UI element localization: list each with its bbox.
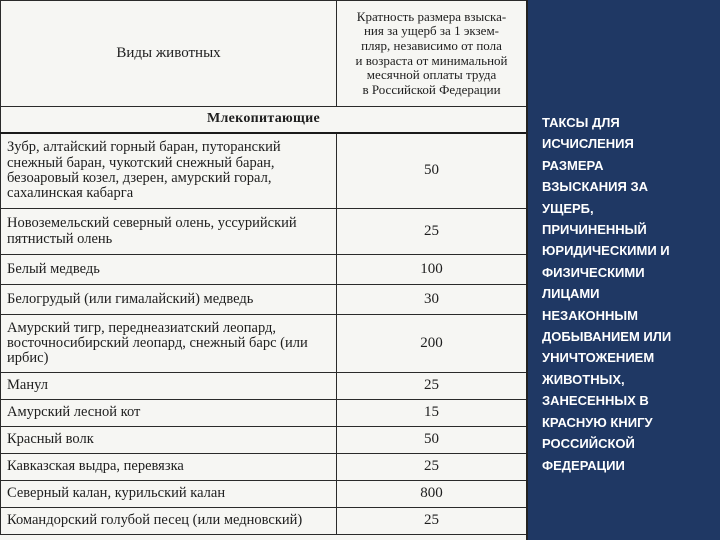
animal-cell: Амурский тигр, переднеазиатский леопард, восточносибирский леопард, снежный барс (или ирбис): [1, 315, 337, 373]
table-row: [1, 133, 527, 209]
animal-cell: Северный калан, курильский калан: [1, 481, 337, 508]
slide-title: ТАКСЫ ДЛЯ ИСЧИСЛЕНИЯ РАЗМЕРА ВЗЫСКАНИЯ ЗА УЩЕРБ, ПРИЧИНЕННЫЙ ЮРИДИЧЕСКИМИ И ФИЗИЧЕСКИМИ ЛИЦАМИ НЕЗАКОННЫМ ДОБЫВАНИЕМ ИЛИ УНИЧТОЖЕНИЕМ ЖИВОТНЫХ, ЗАНЕСЕННЫХ В КРАСНУЮ КНИГУ РОССИЙСКОЙ ФЕДЕРАЦИИ: [542, 115, 672, 473]
value-cell: 25: [337, 209, 527, 255]
table-row: [1, 454, 527, 481]
animal-cell: Манул: [1, 373, 337, 400]
value-cell: 50: [337, 133, 527, 209]
header-animal-species: Виды животных: [1, 1, 337, 107]
table-row: [1, 315, 527, 373]
animal-cell: Белый медведь: [1, 255, 337, 285]
table-row: [1, 481, 527, 508]
table-header-row: [1, 1, 527, 107]
section-title-mammals: Млекопитающие: [1, 107, 527, 133]
header-multiplier: Кратность размера взыска- ния за ущерб за 1 экзем- пляр, независимо от пола и возраста от минимальной месячной оплаты труда в Российской Федерации: [337, 1, 527, 107]
value-cell: 25: [337, 454, 527, 481]
table-row: [1, 255, 527, 285]
animal-cell: Амурский лесной кот: [1, 400, 337, 427]
animal-cell: Командорский голубой песец (или медновский): [1, 508, 337, 535]
animal-cell: Новоземельский северный олень, уссурийский пятнистый олень: [1, 209, 337, 255]
value-cell: 50: [337, 427, 527, 454]
animal-cell: Красный волк: [1, 427, 337, 454]
value-cell: 25: [337, 373, 527, 400]
animal-cell: Белогрудый (или гималайский) медведь: [1, 285, 337, 315]
value-cell: 30: [337, 285, 527, 315]
table-row: [1, 285, 527, 315]
value-cell: 15: [337, 400, 527, 427]
animal-cell: Зубр, алтайский горный баран, путоранский снежный баран, чукотский снежный баран, безоаровый козел, дзерен, амурский горал, сахалинская кабарга: [1, 133, 337, 209]
value-cell: 100: [337, 255, 527, 285]
table-row: [1, 209, 527, 255]
table-row: [1, 508, 527, 535]
value-cell: 200: [337, 315, 527, 373]
table-row: [1, 427, 527, 454]
table-row: [1, 400, 527, 427]
section-row: [1, 107, 527, 133]
animal-cell: Кавказская выдра, перевязка: [1, 454, 337, 481]
side-title-panel: [528, 0, 720, 540]
table-row: [1, 373, 527, 400]
value-cell: 800: [337, 481, 527, 508]
value-cell: 25: [337, 508, 527, 535]
